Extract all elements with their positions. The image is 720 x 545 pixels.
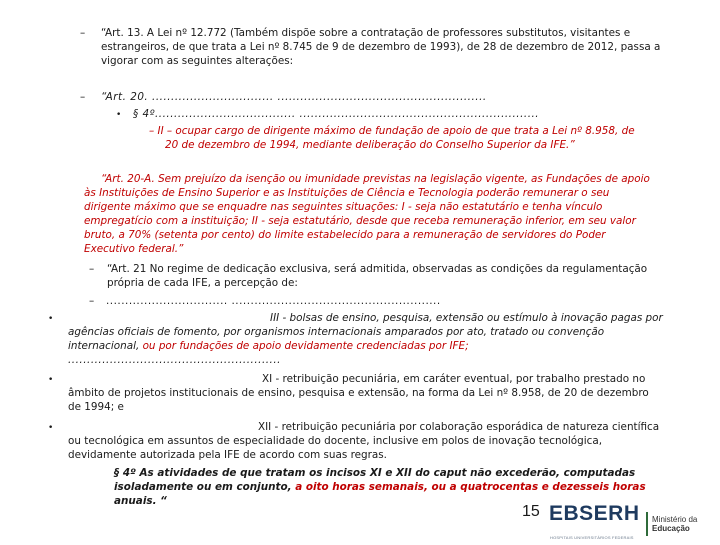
paragraph4-line-2 xyxy=(114,480,646,494)
inciso-iii-emphasis: ou por fundações de apoio devidamente credenciadas por IFE; xyxy=(142,340,469,352)
page-number: 15 xyxy=(522,503,540,520)
ebserh-logo: EBSERH xyxy=(549,502,640,525)
dash-marker: – xyxy=(80,91,86,103)
inciso-xii-line-1: XII - retribuição pecuniária por colaboração esporádica de natureza científica xyxy=(258,421,660,433)
art20-inciso-ii-line-2: 20 de dezembro de 1994, mediante deliberação do Conselho Superior da IFE.” xyxy=(165,139,575,151)
dash-marker: – xyxy=(89,295,95,307)
art20a-line-4: empregatício com a instituição; II - seja estatutário, desde que receba remuneração inferior, em seu valor xyxy=(84,215,636,227)
ministry-label xyxy=(652,515,697,533)
ministry-crest-icon xyxy=(646,512,648,536)
art21-line-2: própria de cada IFE, a percepção de: xyxy=(107,277,298,289)
art13-line-2: estrangeiros, de que trata a Lei nº 8.745 de 9 de dezembro de 1993), de 28 de dezembro de 2012, passa a xyxy=(101,41,661,53)
ministry-label-line-1: Ministério da xyxy=(652,515,698,524)
inciso-xii-line-3: devidamente autorizada pela IFE de acordo com suas regras. xyxy=(68,449,387,461)
paragraph4-line-1: § 4º As atividades de que tratam os incisos XI e XII do caput não excederão, computadas xyxy=(114,467,636,479)
art20-paragraph4: § 4º..................................... ............................................................... xyxy=(133,108,540,120)
art20-inciso-ii-line-1: – II – ocupar cargo de dirigente máximo de fundação de apoio de que trata a Lei nº 8.958, de xyxy=(149,125,635,137)
inciso-xi-line-2: âmbito de projetos institucionais de ensino, pesquisa e extensão, na forma da Lei nº 8.958, de 20 de dezembro xyxy=(68,387,649,399)
paragraph4-emphasis: a oito horas semanais, ou a quatrocentas e dezesseis horas xyxy=(295,481,646,493)
art20a-line-1: “Art. 20-A. Sem prejuízo da isenção ou imunidade previstas na legislação vigente, as Fundações de apoio xyxy=(101,173,650,185)
inciso-xi-line-3: de 1994; e xyxy=(68,401,124,413)
art20a-line-6: Executivo federal.” xyxy=(84,243,184,255)
art20-line: “Art. 20. ................................ ....................................................... xyxy=(101,91,487,103)
paragraph4-line-3: anuais. “ xyxy=(114,495,167,507)
art13-line-1: “Art. 13. A Lei nº 12.772 (Também dispõe sobre a contratação de professores substitutos, visitantes e xyxy=(101,27,631,39)
bullet-marker: • xyxy=(48,314,54,324)
inciso-iii-line-3 xyxy=(68,339,469,353)
art13-line-3: vigorar com as seguintes alterações: xyxy=(101,55,294,67)
ministry-label-line-2: Educação xyxy=(652,524,690,533)
bullet-marker: • xyxy=(48,423,54,433)
inciso-iii-line-1: III - bolsas de ensino, pesquisa, extensão ou estímulo à inovação pagas por xyxy=(270,312,663,324)
art21-line-1: “Art. 21 No regime de dedicação exclusiva, será admitida, observadas as condições da regulamentação xyxy=(107,263,648,275)
inciso-iii-line-2: agências oficiais de fomento, por organismos internacionais amparados por ato, tratado ou convenção xyxy=(68,326,605,338)
bullet-marker: • xyxy=(48,375,54,385)
bullet-marker: • xyxy=(116,110,122,120)
art21-dots: ................................ ....................................................... xyxy=(106,295,441,307)
art20a-line-3: dirigente máximo que se enquadre nas seguintes situações: I - seja não estatutário e tenha vínculo xyxy=(84,201,603,213)
inciso-iii-dots: ........................................................ xyxy=(68,354,281,366)
inciso-iii-text: internacional, xyxy=(68,340,143,352)
paragraph4-text: isoladamente ou em conjunto, xyxy=(114,481,296,493)
art20a-line-2: às Instituições de Ensino Superior e as Instituições de Ciência e Tecnologia poderão remunerar o seu xyxy=(84,187,610,199)
art20a-line-5: bruto, a 70% (setenta por cento) do limite estabelecido para a remuneração de servidores do Poder xyxy=(84,229,606,241)
dash-marker: – xyxy=(80,27,86,39)
inciso-xi-line-1: XI - retribuição pecuniária, em caráter eventual, por trabalho prestado no xyxy=(262,373,646,385)
dash-marker: – xyxy=(89,263,95,275)
ebserh-logo-subtitle: HOSPITAIS UNIVERSITÁRIOS FEDERAIS xyxy=(550,535,634,540)
inciso-xii-line-2: ou tecnológica em assuntos de especialidade do docente, inclusive em polos de inovação tecnológica, xyxy=(68,435,603,447)
